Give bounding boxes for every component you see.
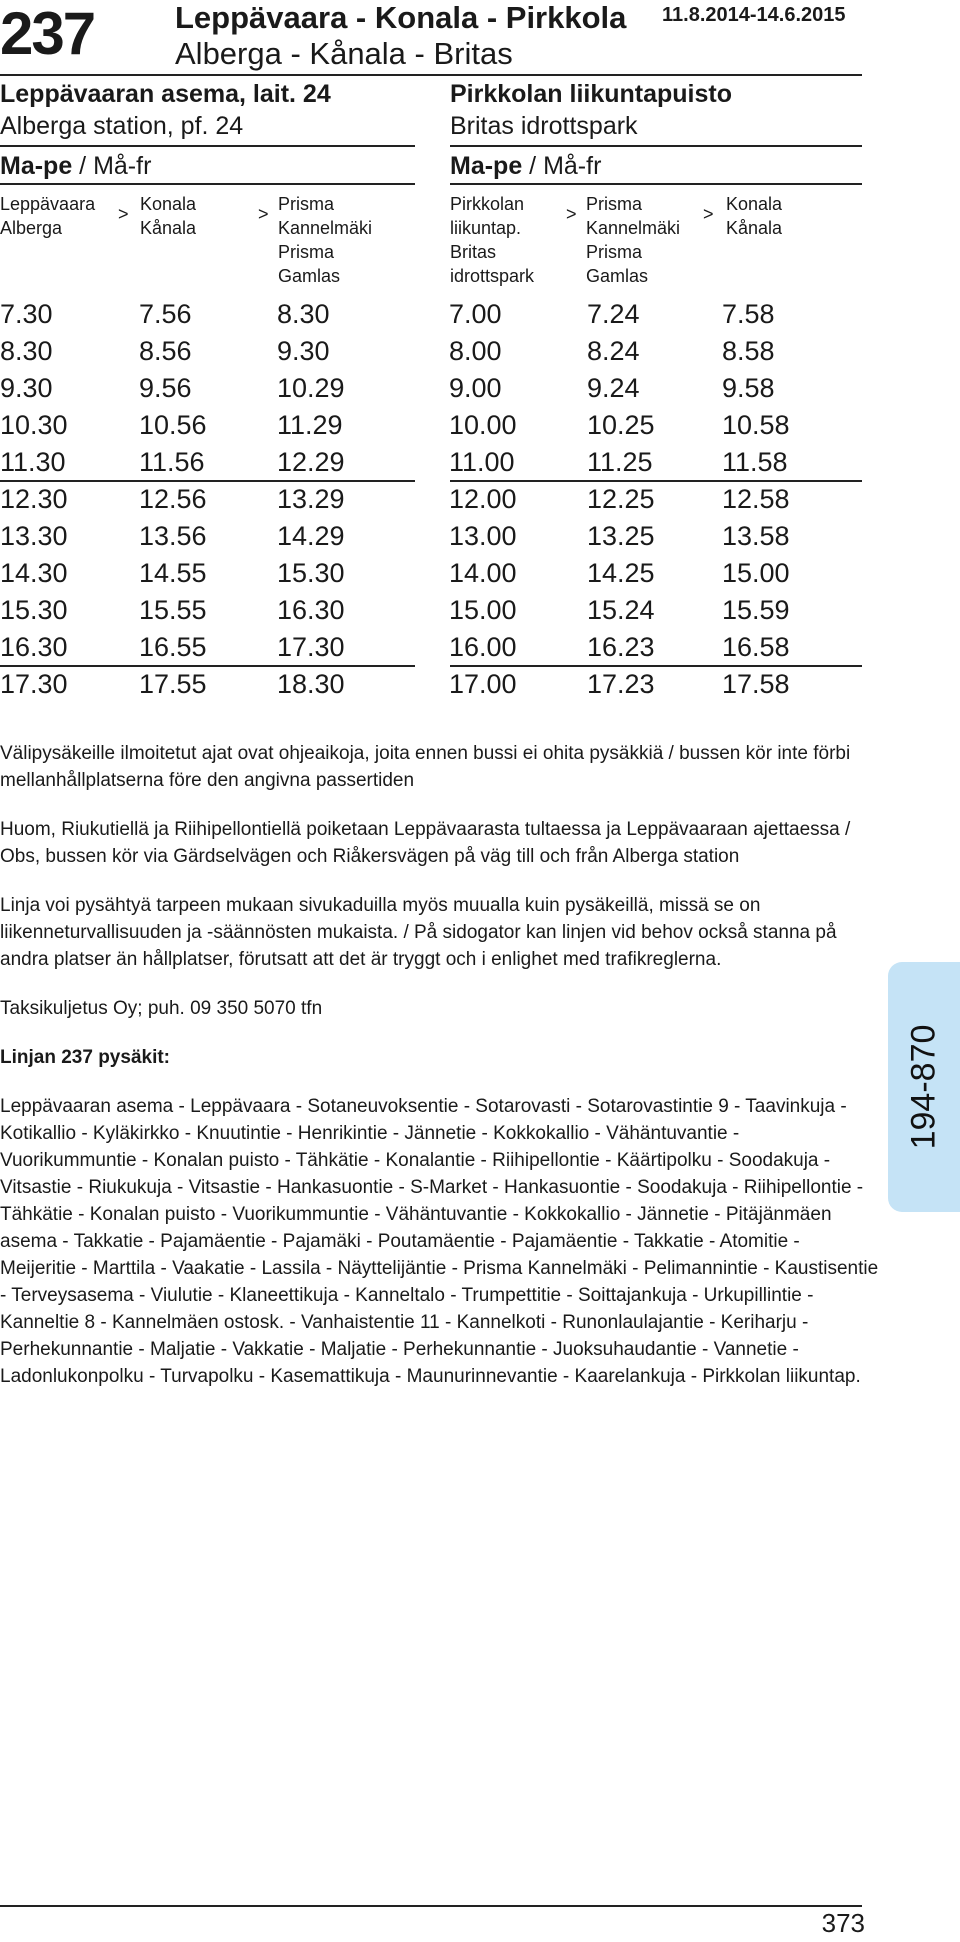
right-departure-time: 15.59 <box>722 595 790 625</box>
right-departure-time: 7.00 <box>449 299 502 329</box>
right-stop-sv: Britas idrottspark <box>450 112 638 140</box>
right-departure-time: 10.00 <box>449 410 517 440</box>
right-departure-time: 16.00 <box>449 632 517 662</box>
right-departure-time: 14.25 <box>587 558 655 588</box>
note-side-streets: Linja voi pysähtyä tarpeen mukaan sivukaduilla myös muualla kuin pysäkeillä, missä se on liikenneturvallisuuden ja -säännösten mukaista. / På sidogator kan linjen vid behov också stanna på andra platser än hållplatser, förutsatt att det är tryggt och i enlighet med trafikreglerna. <box>0 895 837 970</box>
left-days-sv: Må-fr <box>93 152 152 180</box>
right-arrow-1: > <box>566 204 577 224</box>
right-departure-time: 17.23 <box>587 669 655 699</box>
page-range-tab <box>888 962 960 1212</box>
right-departure-time: 15.00 <box>722 558 790 588</box>
route-title-fi: Leppävaara - Konala - Pirkkola <box>175 0 627 35</box>
right-departure-time: 16.58 <box>722 632 790 662</box>
footer-rule <box>0 1905 862 1907</box>
note-timing: Välipysäkeille ilmoitetut ajat ovat ohjeaikoja, joita ennen bussi ei ohita pysäkkiä / bussen kör inte förbi mellanhållplatserna före den angivna passertiden <box>0 743 851 791</box>
right-departure-time: 7.24 <box>587 299 640 329</box>
left-departure-time: 17.30 <box>277 632 345 662</box>
right-rule-2 <box>450 183 862 185</box>
right-col-header-1: Pirkkolan liikuntap. Britas idrottspark <box>450 194 535 286</box>
note-route-deviation: Huom, Riukutiellä ja Riihipellontiellä poiketaan Leppävaarasta tultaessa ja Leppävaaraan ajettaessa / Obs, bussen kör via Gärdselvägen och Riåkersvägen på väg till och från Alberga station <box>0 819 851 867</box>
right-days-sep: / <box>522 152 544 180</box>
right-departure-time: 12.00 <box>449 484 517 514</box>
left-departure-time: 17.30 <box>0 669 68 699</box>
right-departure-time: 8.58 <box>722 336 775 366</box>
left-departure-time: 9.56 <box>139 373 192 403</box>
right-departure-time: 7.58 <box>722 299 775 329</box>
left-col-header-3: Prisma Kannelmäki Prisma Gamlas <box>278 194 373 286</box>
route-title-sv: Alberga - Kånala - Britas <box>175 36 513 71</box>
validity-period: 11.8.2014-14.6.2015 <box>662 4 846 26</box>
right-departure-time: 13.25 <box>587 521 655 551</box>
right-departure-time: 9.24 <box>587 373 640 403</box>
right-arrow-2: > <box>703 204 714 224</box>
left-departure-time: 13.29 <box>277 484 345 514</box>
right-departure-time: 13.58 <box>722 521 790 551</box>
right-days-fi: Ma-pe <box>450 152 523 180</box>
left-arrow-2: > <box>258 204 269 224</box>
right-rule-1 <box>450 145 862 147</box>
right-departure-time: 11.00 <box>449 447 515 477</box>
left-departure-time: 16.55 <box>139 632 207 662</box>
left-days <box>0 151 151 181</box>
stops-title: Linjan 237 pysäkit: <box>0 1047 171 1068</box>
left-stop-sv: Alberga station, pf. 24 <box>0 112 244 140</box>
stops-list: Leppävaaran asema - Leppävaara - Sotaneuvoksentie - Sotarovasti - Sotarovastintie 9 - Taavinkuja - Kotikallio - Kyläkirkko - Knuutintie - Henrikintie - Jännetie - Kokkokallio - Vähäntuvantie - Vuorikummuntie - Konalan puisto - Tähkätie - Konalantie - Riihipellontie - Käärtipolku - Soodakuja - Vitsastie - Riukukuja - Vitsastie - Hankasuontie - S-Market - Hankasuontie - Soodakuja - Riihipellontie - Tähkätie - Konalan puisto - Vuorikummuntie - Vähäntuvantie - Kokkokallio - Jännetie - Pitäjänmäen asema - Takkatie - Pajamäentie - Pajamäki - Poutamäentie - Pajamäentie - Takkatie - Atomitie - Meijeritie - Marttila - Vaakatie - Lassila - Näyttelijäntie - Prisma Kannelmäki - Pelimannintie - Kaustisentie - Terveysasema - Viulutie - Klaneettikuja - Kanneltalo - Trumpettitie - Soittajankuja - Urkupillintie - Kanneltie 8 - Kannelmäen ostosk. - Vanhaistentie 11 - Kannelkoti - Runonlaulajantie - Keriharju - Perhekunnantie - Maljatie - Vakkatie - Maljatie - Perhekunnantie - Juoksuhaudantie - Vannetie - Ladonlukonpolku - Turvapolku - Kasemattikuja - Maunurinnevantie - Kaarelankuja - Pirkkolan liikuntap. <box>0 1096 879 1387</box>
right-departure-time: 10.58 <box>722 410 790 440</box>
left-rule-1 <box>0 145 415 147</box>
left-departure-time: 15.30 <box>0 595 68 625</box>
left-departure-time: 12.56 <box>139 484 207 514</box>
left-departure-time: 8.56 <box>139 336 192 366</box>
right-departure-time: 16.23 <box>587 632 655 662</box>
left-departure-time: 12.29 <box>277 447 345 477</box>
left-rule-2 <box>0 183 415 185</box>
left-col-header-2: Konala Kånala <box>140 194 197 238</box>
note-operator: Taksikuljetus Oy; puh. 09 350 5070 tfn <box>0 998 323 1019</box>
route-number: 237 <box>0 0 95 67</box>
right-departure-time: 17.00 <box>449 669 517 699</box>
left-group-separator <box>0 480 415 482</box>
right-departure-time: 8.00 <box>449 336 502 366</box>
left-departure-time: 14.30 <box>0 558 68 588</box>
left-departure-time: 12.30 <box>0 484 68 514</box>
right-departure-time: 12.58 <box>722 484 790 514</box>
left-departure-time: 17.55 <box>139 669 207 699</box>
right-departure-time: 13.00 <box>449 521 517 551</box>
right-col-header-3: Konala Kånala <box>726 194 783 238</box>
right-group-separator <box>450 665 862 667</box>
notes-section <box>0 740 880 1412</box>
left-departure-time: 13.56 <box>139 521 207 551</box>
left-departure-time: 14.29 <box>277 521 345 551</box>
left-departure-time: 8.30 <box>0 336 53 366</box>
left-departure-time: 11.30 <box>0 447 66 477</box>
right-departure-time: 11.58 <box>722 447 788 477</box>
right-stop-fi: Pirkkolan liikuntapuisto <box>450 80 732 108</box>
page-number: 373 <box>821 1908 865 1938</box>
right-departure-time: 9.58 <box>722 373 775 403</box>
right-departure-time: 8.24 <box>587 336 640 366</box>
left-days-sep: / <box>72 152 94 180</box>
left-days-fi: Ma-pe <box>0 152 73 180</box>
left-departure-time: 15.55 <box>139 595 207 625</box>
right-days-sv: Må-fr <box>543 152 602 180</box>
left-departure-time: 7.30 <box>0 299 53 329</box>
left-departure-time: 10.29 <box>277 373 345 403</box>
page-range-label: 194-870 <box>904 1024 943 1150</box>
right-col-header-2: Prisma Kannelmäki Prisma Gamlas <box>586 194 681 286</box>
left-departure-time: 10.56 <box>139 410 207 440</box>
left-departure-time: 16.30 <box>0 632 68 662</box>
left-group-separator <box>0 665 415 667</box>
left-departure-time: 11.56 <box>139 447 205 477</box>
left-departure-time: 10.30 <box>0 410 68 440</box>
left-departure-time: 9.30 <box>277 336 330 366</box>
right-days <box>450 151 601 181</box>
left-departure-time: 9.30 <box>0 373 53 403</box>
right-departure-time: 14.00 <box>449 558 517 588</box>
left-departure-time: 16.30 <box>277 595 345 625</box>
left-stop-fi: Leppävaaran asema, lait. 24 <box>0 80 331 108</box>
left-departure-time: 11.29 <box>277 410 343 440</box>
right-departure-time: 15.24 <box>587 595 655 625</box>
left-departure-time: 18.30 <box>277 669 345 699</box>
right-departure-time: 12.25 <box>587 484 655 514</box>
left-arrow-1: > <box>118 204 129 224</box>
left-departure-time: 8.30 <box>277 299 330 329</box>
left-departure-time: 13.30 <box>0 521 68 551</box>
right-departure-time: 9.00 <box>449 373 502 403</box>
right-group-separator <box>450 480 862 482</box>
left-col-header-1: Leppävaara Alberga <box>0 194 96 238</box>
header-rule <box>0 74 862 76</box>
left-departure-time: 15.30 <box>277 558 345 588</box>
right-departure-time: 17.58 <box>722 669 790 699</box>
right-departure-time: 10.25 <box>587 410 655 440</box>
left-departure-time: 14.55 <box>139 558 207 588</box>
right-departure-time: 15.00 <box>449 595 517 625</box>
left-departure-time: 7.56 <box>139 299 192 329</box>
right-departure-time: 11.25 <box>587 447 653 477</box>
